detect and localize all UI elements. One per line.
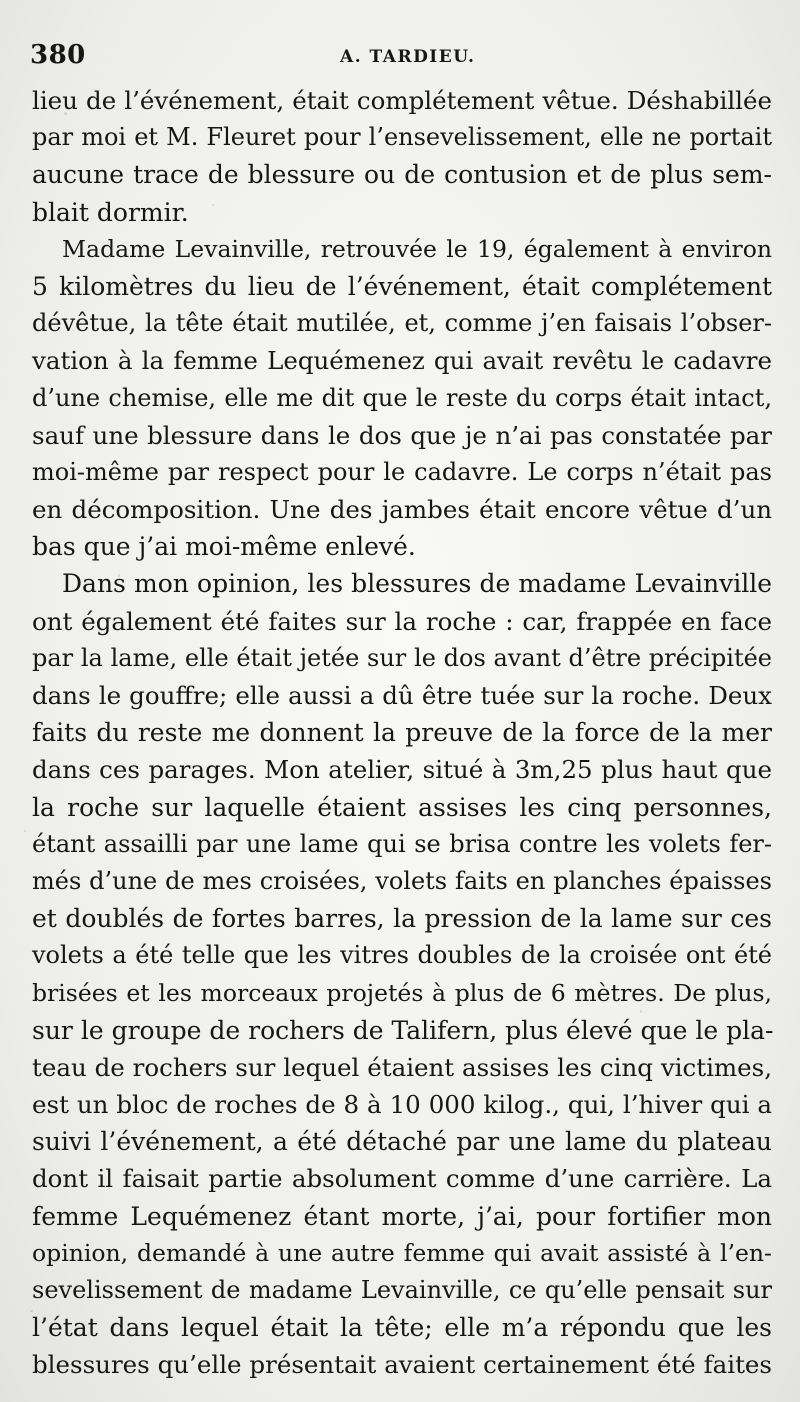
text-line: l’état dans lequel était la tête; elle m’a répondu que les bbox=[32, 1313, 772, 1343]
print-speck bbox=[64, 112, 67, 115]
text-line: par la lame, elle était jetée sur le dos avant d’être précipitée bbox=[32, 643, 772, 672]
text-line: 5 kilomètres du lieu de l’événement, était complétement bbox=[32, 271, 772, 301]
body-text bbox=[32, 82, 772, 1384]
page-number: 380 bbox=[30, 40, 86, 70]
text-line: més d’une de mes croisées, volets faits en planches épaisses bbox=[32, 866, 772, 895]
text-line: ont également été faites sur la roche : car, frappée en face bbox=[32, 606, 772, 636]
print-speck bbox=[212, 204, 214, 206]
text-line: faits du reste me donnent la preuve de la force de la mer bbox=[32, 718, 772, 748]
text-line: dévêtue, la tête était mutilée, et, comme j’en faisais l’obser- bbox=[32, 309, 772, 338]
page-header bbox=[30, 40, 770, 80]
text-line: brisées et les morceaux projetés à plus de 6 mètres. De plus, bbox=[32, 978, 772, 1007]
text-line: d’une chemise, elle me dit que le reste du corps était intact, bbox=[32, 383, 772, 412]
text-line: étant assailli par une lame qui se brisa contre les volets fer- bbox=[32, 829, 772, 858]
text-line: Madame Levainville, retrouvée le 19, également à environ bbox=[62, 234, 772, 263]
text-line: moi-même par respect pour le cadavre. Le corps n’était pas bbox=[32, 457, 772, 486]
text-line: dont il faisait partie absolument comme d’une carrière. La bbox=[32, 1164, 772, 1194]
text-line: femme Lequémenez étant morte, j’ai, pour fortifier mon bbox=[32, 1201, 772, 1231]
print-speck bbox=[24, 830, 26, 832]
text-line: dans ces parages. Mon atelier, situé à 3m,25 plus haut que bbox=[32, 755, 772, 785]
text-line: sauf une blessure dans le dos que je n’ai pas constatée par bbox=[32, 420, 772, 450]
text-line: sevelissement de madame Levainville, ce qu’elle pensait sur bbox=[32, 1276, 772, 1304]
text-line: est un bloc de roches de 8 à 10 000 kilog., qui, l’hiver qui a bbox=[32, 1090, 772, 1120]
print-speck bbox=[640, 1010, 642, 1013]
text-line: et doublés de fortes barres, la pression de la lame sur ces bbox=[32, 904, 772, 934]
text-line: la roche sur laquelle étaient assises les cinq personnes, bbox=[32, 792, 772, 822]
text-line: aucune trace de blessure ou de contusion et de plus sem- bbox=[32, 160, 772, 190]
text-line: lieu de l’événement, était complétement vêtue. Déshabillée bbox=[32, 86, 772, 115]
text-line: vation à la femme Lequémenez qui avait revêtu le cadavre bbox=[32, 346, 772, 376]
text-line: bas que j’ai moi-même enlevé. bbox=[32, 532, 416, 562]
text-line: par moi et M. Fleuret pour l’ensevelissement, elle ne portait bbox=[32, 123, 772, 152]
print-speck bbox=[30, 1310, 33, 1312]
text-line: opinion, demandé à une autre femme qui avait assisté à l’en- bbox=[32, 1238, 772, 1267]
text-line: teau de rochers sur lequel étaient assises les cinq victimes, bbox=[32, 1052, 772, 1082]
text-line: Dans mon opinion, les blessures de madame Levainville bbox=[62, 569, 772, 599]
text-line: suivi l’événement, a été détaché par une lame du plateau bbox=[32, 1127, 772, 1157]
running-head: A. TARDIEU. bbox=[340, 47, 476, 67]
text-line: sur le groupe de rochers de Talifern, plus élevé que le pla- bbox=[32, 1015, 774, 1045]
text-line: blait dormir. bbox=[32, 197, 189, 227]
text-line: dans le gouffre; elle aussi a dû être tuée sur la roche. Deux bbox=[32, 681, 772, 710]
print-speck bbox=[118, 574, 120, 577]
text-line: blessures qu’elle présentait avaient certainement été faites bbox=[32, 1350, 772, 1380]
text-line: en décomposition. Une des jambes était encore vêtue d’un bbox=[32, 495, 772, 525]
text-line: volets a été telle que les vitres doubles de la croisée ont été bbox=[32, 941, 772, 970]
print-speck bbox=[760, 690, 763, 693]
print-speck bbox=[702, 318, 705, 320]
